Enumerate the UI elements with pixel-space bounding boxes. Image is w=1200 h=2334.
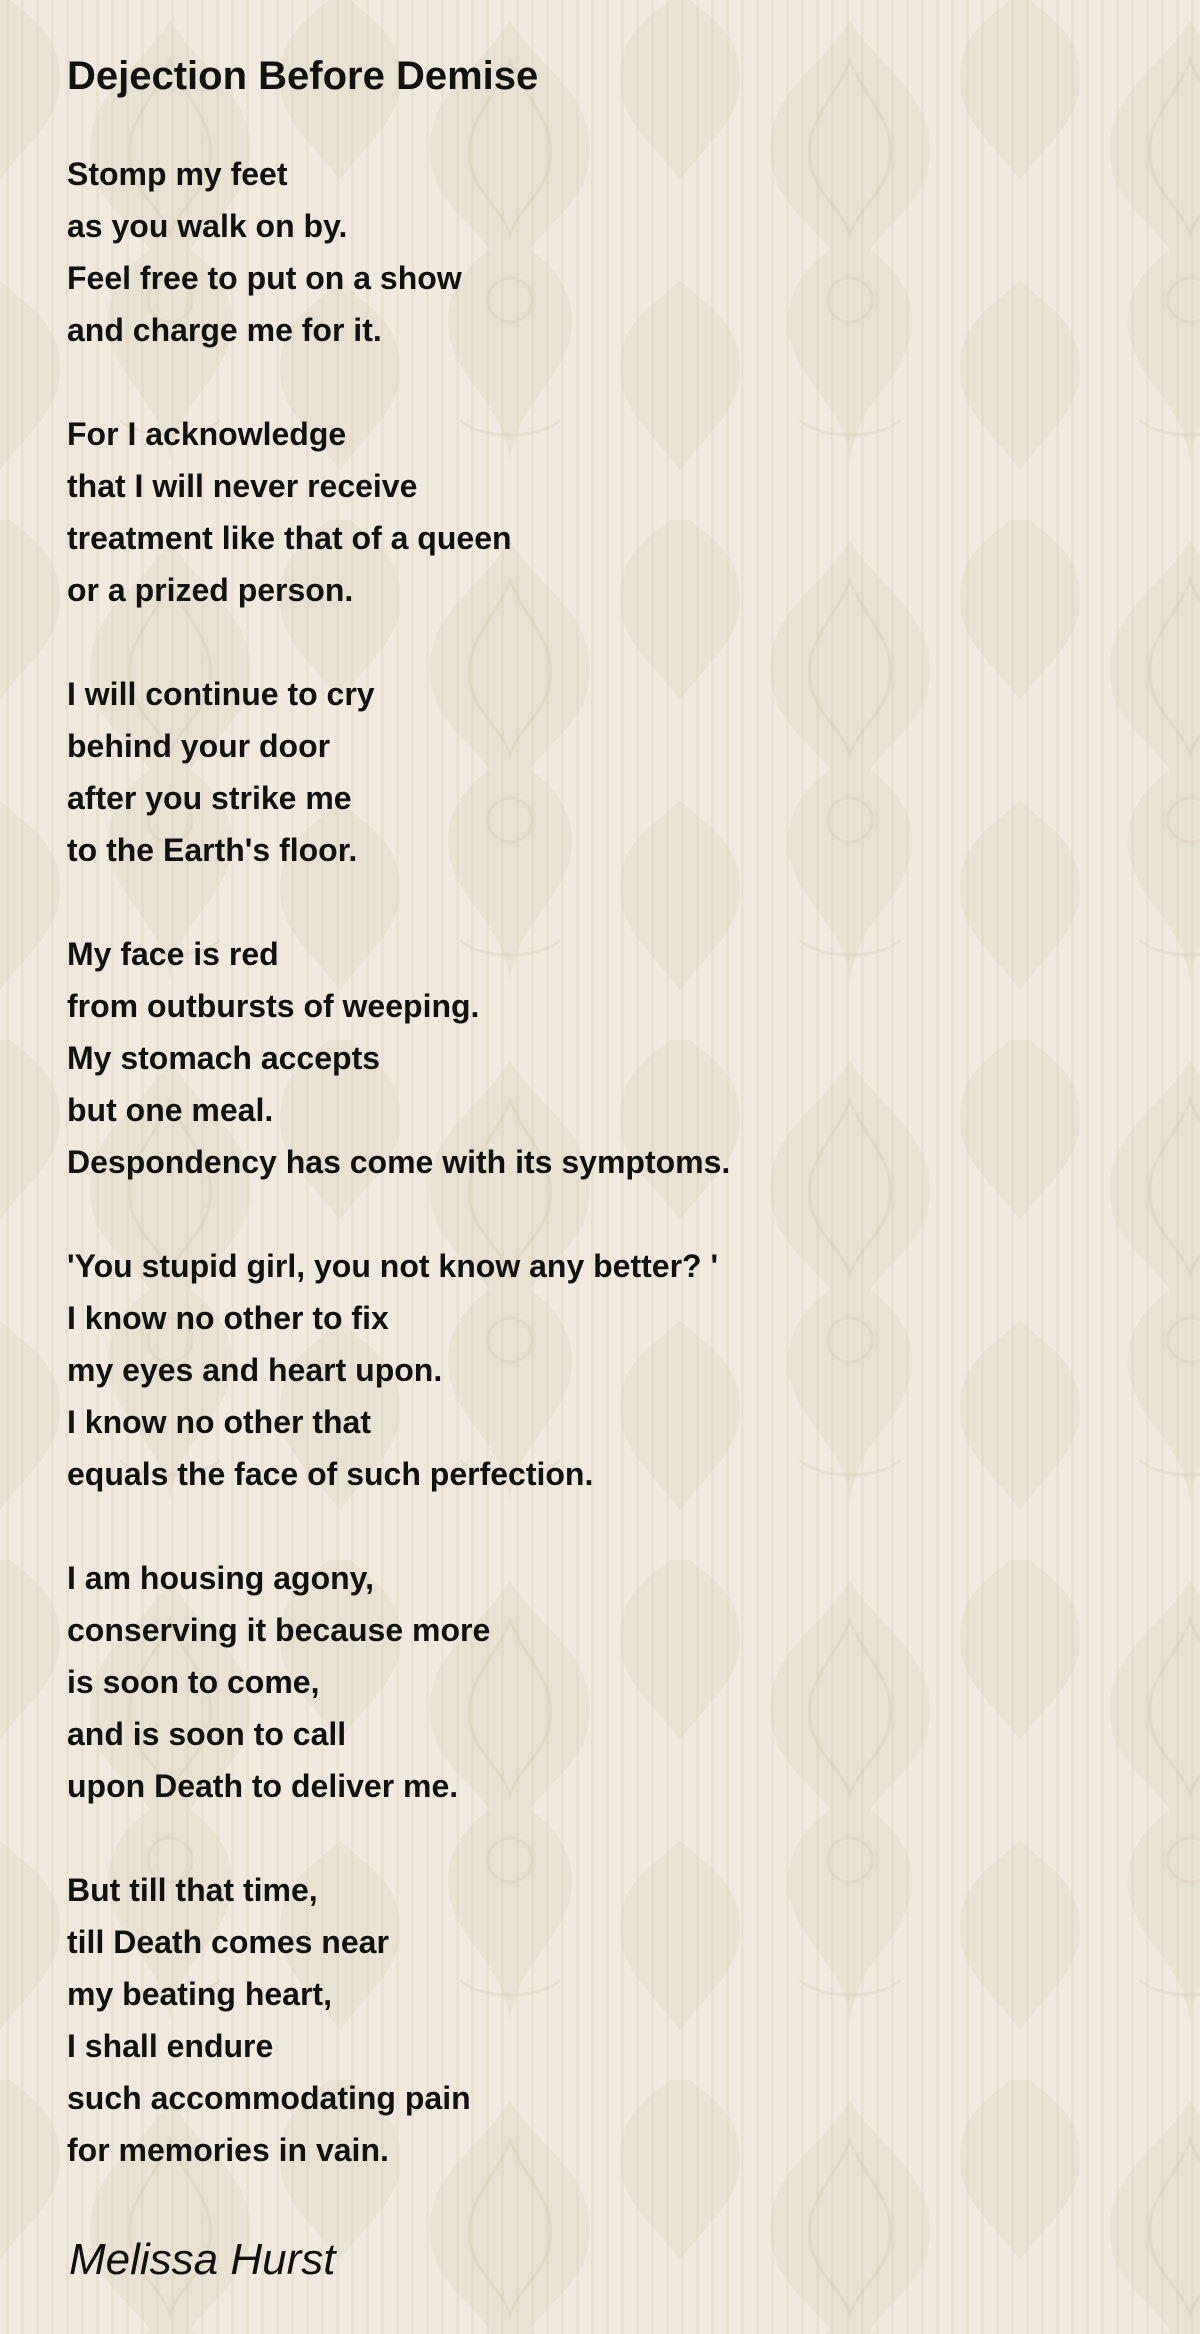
poem-line: But till that time,	[67, 1872, 318, 1908]
poem-line: Feel free to put on a show	[67, 260, 462, 296]
poem-line: conserving it because more	[67, 1612, 491, 1648]
poem-line: For I acknowledge	[67, 416, 347, 452]
poem-line: I am housing agony,	[67, 1560, 374, 1596]
poem-line: such accommodating pain	[67, 2080, 471, 2116]
poem-line: My face is red	[67, 936, 279, 972]
poem-line: after you strike me	[67, 780, 352, 816]
stanza	[67, 928, 730, 1188]
poem-line: to the Earth's floor.	[67, 832, 358, 868]
stanza	[67, 668, 730, 876]
poem-line: My stomach accepts	[67, 1040, 381, 1076]
poem-title: Dejection Before Demise	[67, 54, 539, 98]
poem-line: 'You stupid girl, you not know any better? '	[67, 1248, 719, 1284]
poem-line: my beating heart,	[67, 1976, 332, 2012]
stanza	[67, 1864, 730, 2176]
poem-line: is soon to come,	[67, 1664, 320, 1700]
poem-line: or a prized person.	[67, 572, 354, 608]
stanza	[67, 408, 730, 616]
poem-line: behind your door	[67, 728, 331, 764]
stanza	[67, 148, 730, 356]
poem-line: as you walk on by.	[67, 208, 348, 244]
poem-line: till Death comes near	[67, 1924, 389, 1960]
poem-line: I know no other that	[67, 1404, 371, 1440]
poem-line: Despondency has come with its symptoms.	[67, 1144, 731, 1180]
poem-line: that I will never receive	[67, 468, 418, 504]
stanza	[67, 1552, 730, 1812]
poem-line: I know no other to fix	[67, 1300, 389, 1336]
poem-line: for memories in vain.	[67, 2132, 389, 2168]
poem-line: I shall endure	[67, 2028, 274, 2064]
poem-line: and is soon to call	[67, 1716, 347, 1752]
stanza	[67, 1240, 730, 1500]
poem-line: Stomp my feet	[67, 156, 288, 192]
poem-body	[67, 148, 730, 2176]
poem-line: but one meal.	[67, 1092, 274, 1128]
poem-line: treatment like that of a queen	[67, 520, 512, 556]
poem-author: Melissa Hurst	[69, 2235, 336, 2284]
poem-line: and charge me for it.	[67, 312, 382, 348]
poem-line: I will continue to cry	[67, 676, 375, 712]
poem-line: upon Death to deliver me.	[67, 1768, 459, 1804]
poem-line: equals the face of such perfection.	[67, 1456, 594, 1492]
poem-line: from outbursts of weeping.	[67, 988, 480, 1024]
poem-line: my eyes and heart upon.	[67, 1352, 443, 1388]
